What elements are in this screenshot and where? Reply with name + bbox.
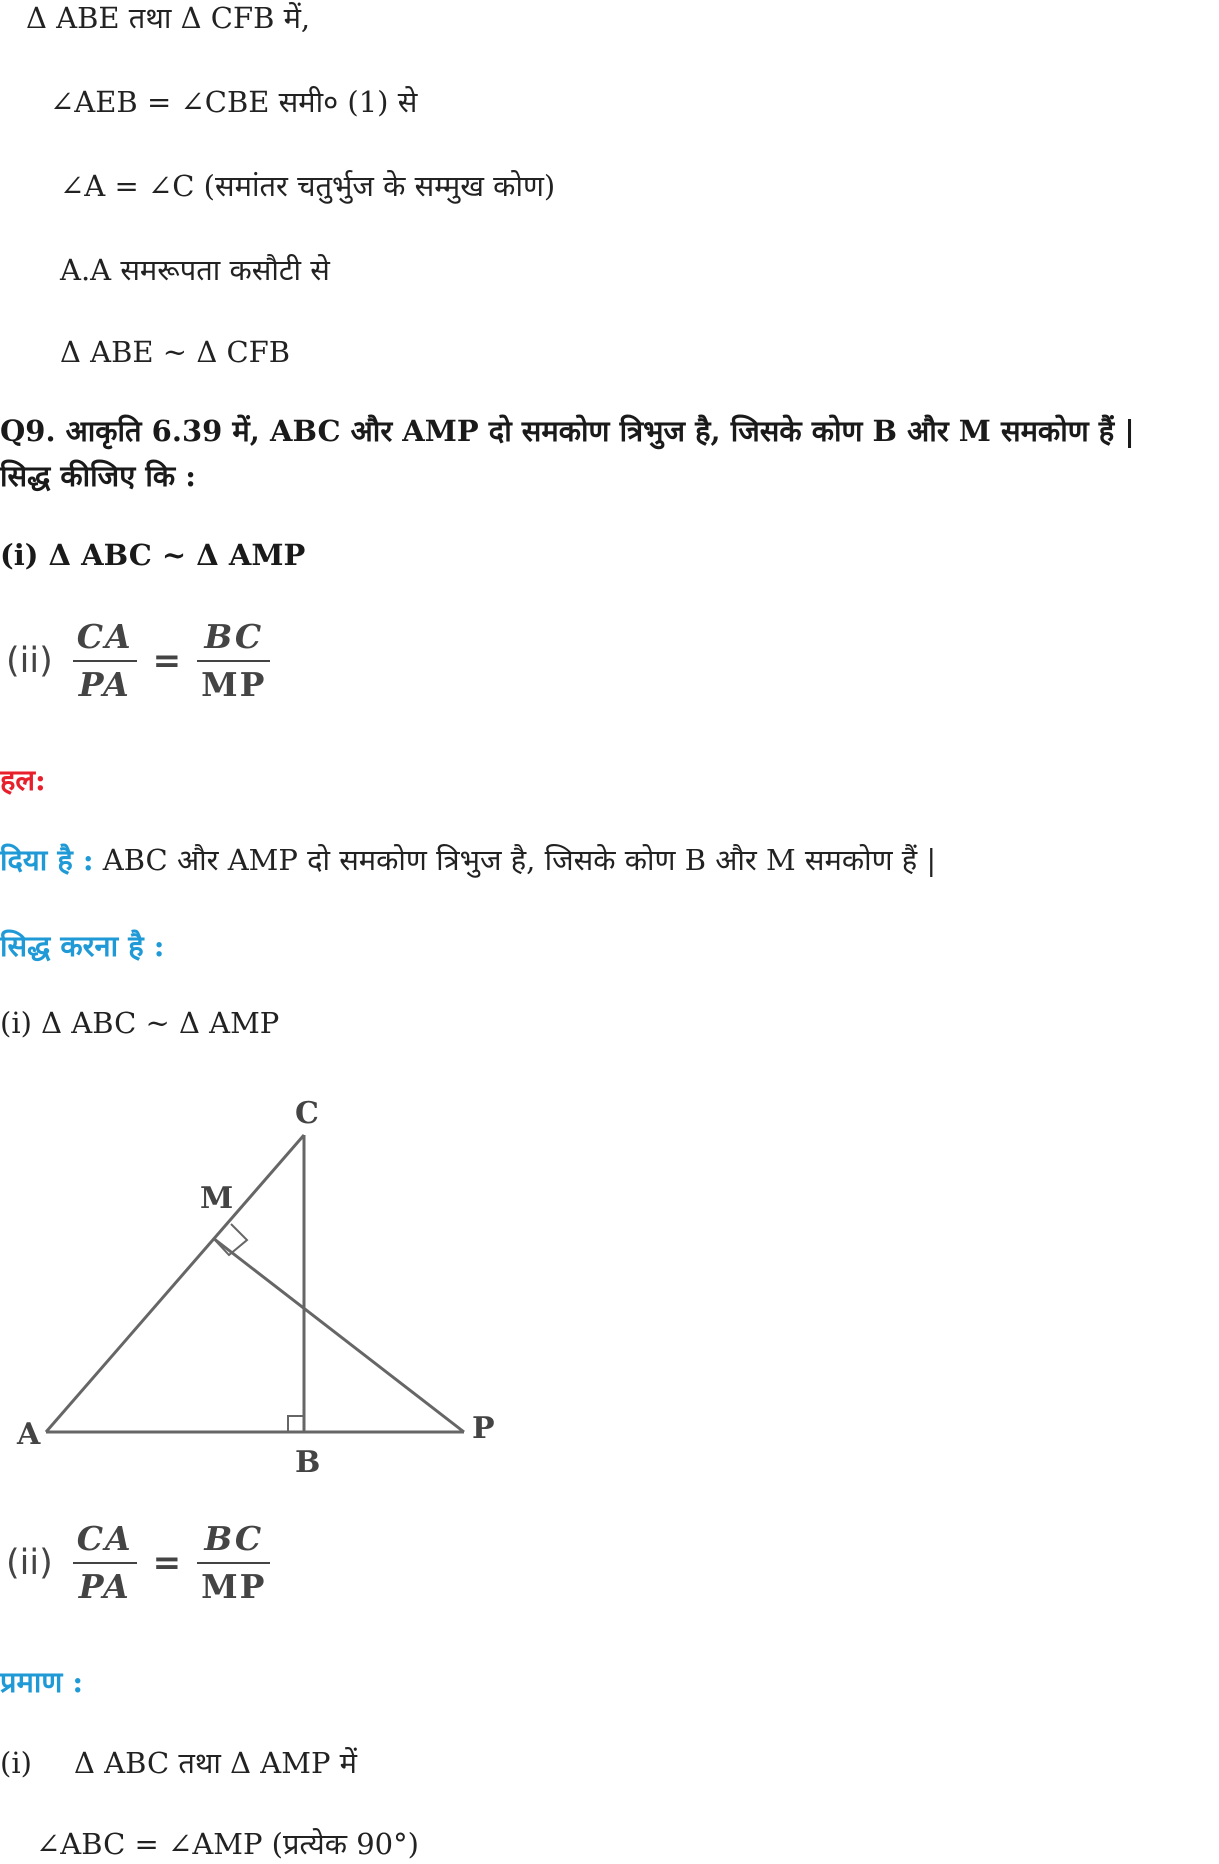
question-part-1: (i) Δ ABC ~ Δ AMP — [0, 538, 306, 572]
equals-sign: = — [152, 641, 182, 681]
label-m: M — [200, 1181, 234, 1216]
part-2-label: (ii) — [6, 641, 53, 681]
to-prove-part-2 — [6, 1516, 270, 1610]
part-2-label: (ii) — [6, 1543, 53, 1583]
label-c: C — [295, 1096, 319, 1131]
label-a: A — [17, 1417, 41, 1452]
to-prove-label: सिद्ध करना है : — [0, 929, 165, 963]
question-part-2 — [6, 614, 270, 708]
fraction-bc-mp — [197, 1516, 270, 1610]
label-p: P — [472, 1411, 495, 1446]
given-label: दिया है : — [0, 843, 94, 877]
proof-line-2: ∠ABC = ∠AMP (प्रत्येक 90°) — [36, 1827, 419, 1861]
text-line-4: A.A समरूपता कसौटी से — [60, 253, 330, 287]
fraction-numerator: BC — [204, 1519, 264, 1558]
fraction-bc-mp — [197, 614, 270, 708]
label-b: B — [295, 1445, 321, 1480]
fraction-denominator: PA — [78, 1567, 131, 1606]
fraction-numerator: BC — [204, 617, 264, 656]
fraction-denominator: PA — [78, 665, 131, 704]
given-line — [0, 842, 936, 878]
to-prove-part-1: (i) Δ ABC ~ Δ AMP — [0, 1006, 280, 1040]
question-line-1: Q9. आकृति 6.39 में, ABC और AMP दो समकोण त्रिभुज है, जिसके कोण B और M समकोण हैं | — [0, 414, 1135, 448]
text-line-3: ∠A = ∠C (समांतर चतुर्भुज के सम्मुख कोण) — [60, 169, 556, 203]
fraction-ca-pa — [73, 1516, 137, 1610]
text-line-1: Δ ABE तथा Δ CFB में, — [26, 1, 311, 35]
text-line-5: Δ ABE ~ Δ CFB — [60, 335, 291, 369]
fraction-denominator: MP — [201, 1567, 267, 1606]
fraction-denominator: MP — [201, 665, 267, 704]
question-line-2: सिद्ध कीजिए कि : — [0, 459, 196, 493]
solution-heading: हल: — [0, 763, 46, 797]
line-mp — [213, 1238, 464, 1432]
fraction-numerator: CA — [76, 617, 133, 656]
fraction-numerator: CA — [76, 1519, 133, 1558]
fraction-ca-pa — [73, 614, 137, 708]
right-triangles-figure — [10, 1080, 510, 1480]
proof-part-1-label: (i) — [0, 1746, 32, 1780]
given-text: ABC और AMP दो समकोण त्रिभुज है, जिसके कोण B और M समकोण हैं | — [93, 843, 937, 877]
equals-sign: = — [152, 1543, 182, 1583]
line-ac — [46, 1135, 304, 1432]
proof-label: प्रमाण : — [0, 1665, 84, 1699]
proof-line-1: Δ ABC तथा Δ AMP में — [74, 1746, 358, 1780]
text-line-2: ∠AEB = ∠CBE समी० (1) से — [50, 85, 418, 119]
right-angle-mark-b — [288, 1416, 304, 1432]
